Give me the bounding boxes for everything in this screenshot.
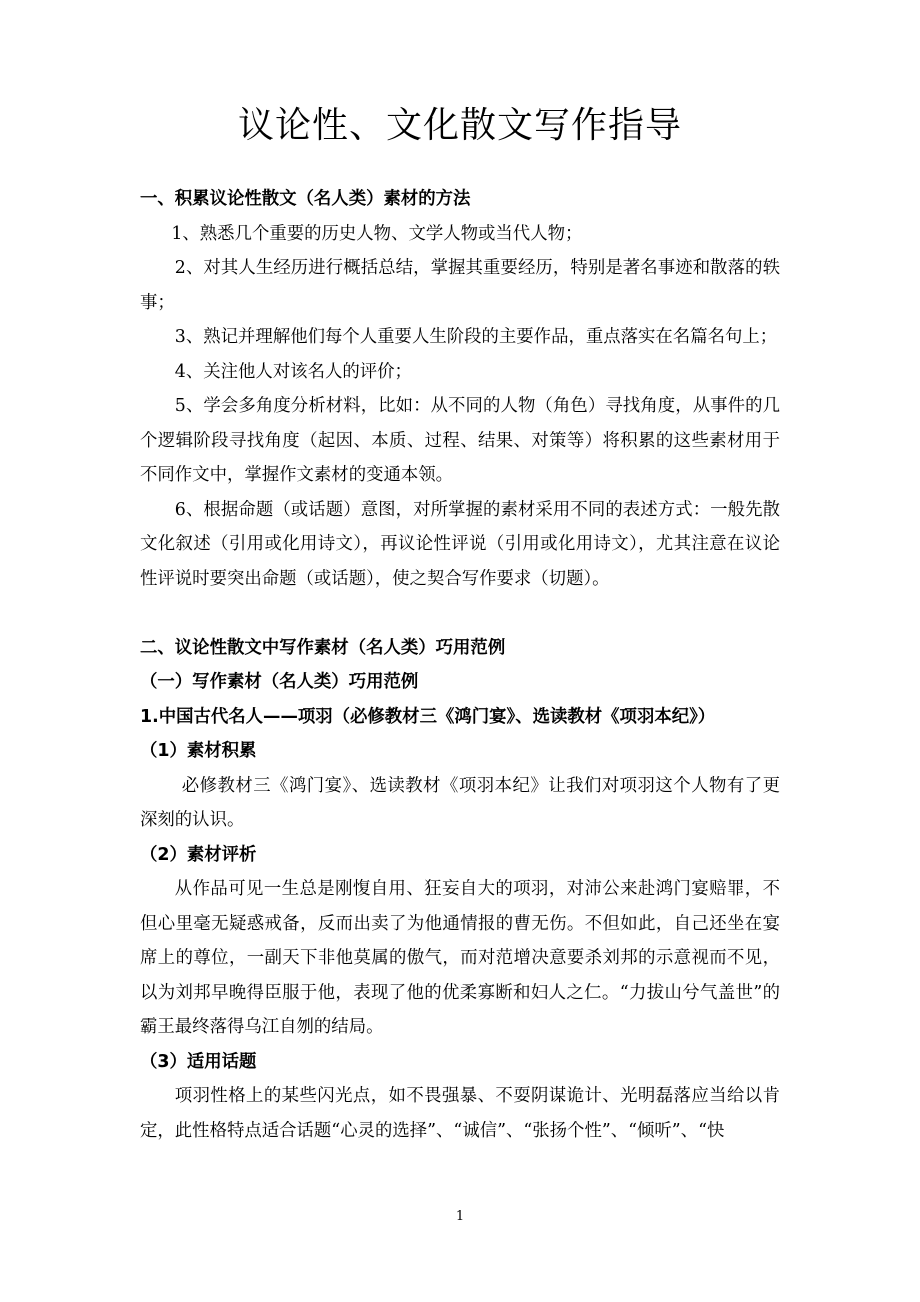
list-item: 6、根据命题（或话题）意图，对所掌握的素材采用不同的表述方式：一般先散文化叙述（引用或化用诗文），再议论性评说（引用或化用诗文），尤其注意在议论性评说时要突出命题（或话题），使之契合写作要求（切题）。: [140, 499, 780, 589]
example-title: 1.中国古代名人——项羽（必修教材三《鸿门宴》、选读教材《项羽本纪》）: [140, 706, 716, 727]
paragraph: 从作品可见一生总是刚愎自用、狂妄自大的项羽，对沛公来赴鸿门宴赔罪，不但心里毫无疑惑戒备，反而出卖了为他通情报的曹无伤。不但如此，自己还坐在宴席上的尊位，一副天下非他莫属的傲气，而对范增决意要杀刘邦的示意视而不见，以为刘邦早晚得臣服于他，表现了他的优柔寡断和妇人之仁。“力拔山兮气盖世”的霸王最终落得乌江自刎的结局。: [140, 879, 780, 1037]
document-body: [140, 182, 780, 1148]
paragraph: 必修教材三《鸿门宴》、选读教材《项羽本纪》让我们对项羽这个人物有了更深刻的认识。: [140, 775, 780, 830]
document-title: 议论性、文化散文写作指导: [237, 105, 682, 146]
part-heading: （1）素材积累: [140, 741, 257, 761]
page-number: 1: [455, 1209, 465, 1224]
list-item: 5、学会多角度分析材料，比如：从不同的人物（角色）寻找角度，从事件的几个逻辑阶段寻找角度（起因、本质、过程、结果、对策等）将积累的这些素材用于不同作文中，掌握作文素材的变通本领。: [140, 396, 780, 485]
spacer: [140, 596, 780, 631]
subsection-heading: （一）写作素材（名人类）巧用范例: [140, 672, 419, 692]
part-heading: （3）适用话题: [140, 1051, 257, 1072]
part-heading: （2）素材评析: [140, 844, 257, 865]
section-heading: 二、议论性散文中写作素材（名人类）巧用范例: [140, 637, 506, 658]
list-item: 3、熟记并理解他们每个人重要人生阶段的主要作品，重点落实在名篇名句上；: [174, 327, 778, 347]
section-heading: 一、积累议论性散文（名人类）素材的方法: [140, 189, 471, 209]
list-item: 4、关注他人对该名人的评价；: [174, 361, 412, 382]
paragraph: 项羽性格上的某些闪光点，如不畏强暴、不耍阴谋诡计、光明磊落应当给以肯定，此性格特点适合话题“心灵的选择”、“诚信”、“张扬个性”、“倾听”、“快: [140, 1086, 780, 1141]
list-item: 2、对其人生经历进行概括总结，掌握其重要经历，特别是著名事迹和散落的轶事；: [140, 258, 780, 313]
list-item: 1、熟悉几个重要的历史人物、文学人物或当代人物；: [171, 223, 583, 244]
